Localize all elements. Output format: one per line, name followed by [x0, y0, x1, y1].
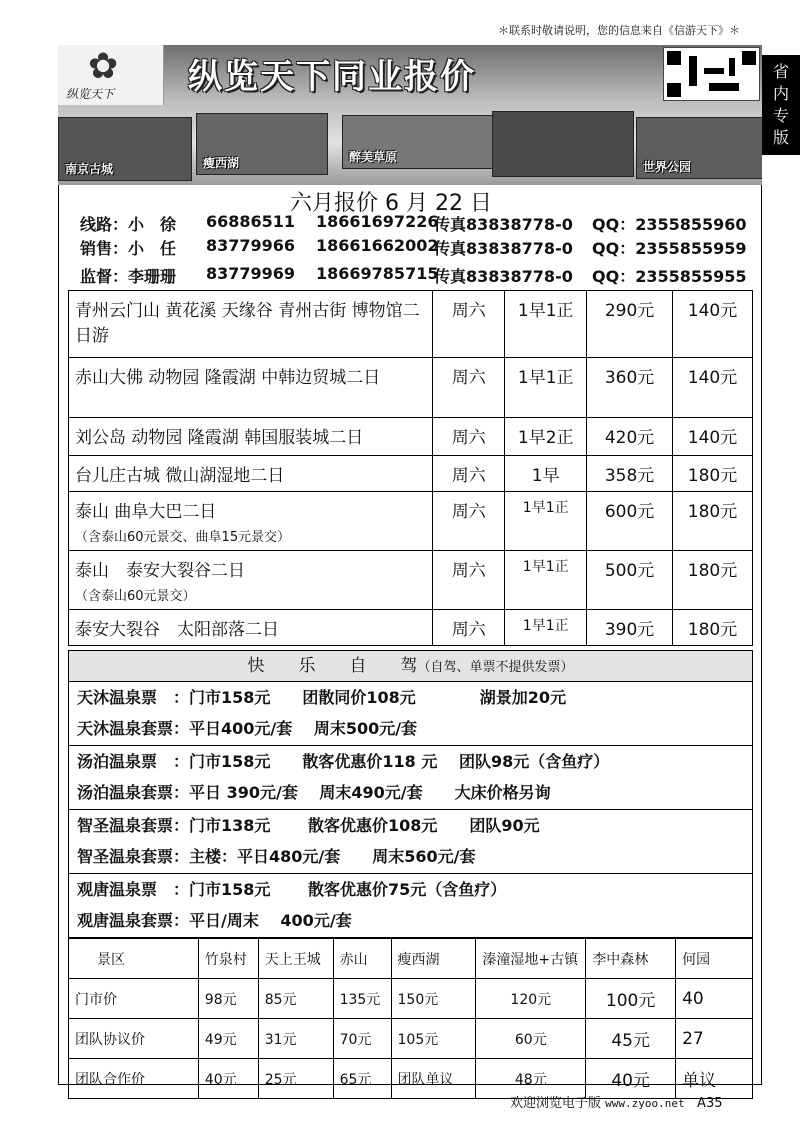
- table-header-row: 景区 竹泉村 天上王城 赤山 瘦西湖 溱潼湿地+古镇 李中森林 何园: [69, 939, 753, 979]
- spring-block-tangbo: 汤泊温泉票 ：门市158元 散客优惠价118 元 团队98元（含鱼疗） 汤泊温泉套票：平日 390元/套 周末490元/套 大床价格另询: [68, 746, 753, 810]
- footer: 欢迎浏览电子版 www.zyoo.net A35: [510, 1096, 723, 1111]
- spring-block-zhisheng: 智圣温泉套票：门市138元 散客优惠价108元 团队90元 智圣温泉套票：主楼：平日480元/套 周末560元/套: [68, 810, 753, 874]
- banner-title: 纵览天下同业报价: [188, 57, 476, 97]
- top-note: ＊联系时敬请说明，您的信息来自《信游天下》＊: [498, 24, 740, 37]
- self-drive-header: 快 乐 自 驾（自驾、单票不提供发票）: [68, 650, 753, 682]
- date-title: 六月报价 6 月 22 日: [290, 191, 492, 216]
- table-row: 泰山 曲阜大巴二日 （含泰山60元景交、曲阜15元景交） 周六 1早1正 600元 180元: [69, 492, 753, 551]
- photo-3: 醉美草原: [342, 115, 494, 169]
- banner: [58, 45, 762, 185]
- spring-block-tianmu: 天沐温泉票 ：门市158元 团散同价108元 湖景加20元 天沐温泉套票：平日400元/套 周末500元/套: [68, 682, 753, 746]
- logo: [58, 45, 164, 105]
- footer-url[interactable]: www.zyoo.net: [605, 1097, 685, 1110]
- photo-4: [492, 111, 634, 177]
- logo-text: 纵览天下: [66, 87, 115, 101]
- page-number: A35: [697, 1096, 723, 1111]
- spring-block-guantang: 观唐温泉票 ：门市158元 散客优惠价75元（含鱼疗） 观唐温泉套票：平日/周末 400元/套: [68, 874, 753, 938]
- tour-price-table: [68, 290, 753, 646]
- table-row: 台儿庄古城 微山湖湿地二日 周六 1早 358元 180元: [69, 456, 753, 492]
- scenic-spot-table: [68, 938, 753, 1099]
- table-row: 泰山 泰安大裂谷二日 （含泰山60元景交） 周六 1早1正 500元 180元: [69, 551, 753, 610]
- side-tag: 省 内 专 版: [762, 55, 800, 155]
- qr-code-icon: [663, 47, 760, 101]
- table-row: 团队合作价 40元 25元 65元 团队单议 48元 40元 单议: [69, 1059, 753, 1099]
- table-row: 赤山大佛 动物园 隆霞湖 中韩边贸城二日 周六 1早1正 360元 140元: [69, 358, 753, 418]
- photo-1: 南京古城: [58, 117, 192, 181]
- photo-2: 瘦西湖: [196, 113, 328, 175]
- table-row: 青州云门山 黄花溪 天缘谷 青州古街 博物馆二日游 周六 1早1正 290元 140元: [69, 291, 753, 358]
- table-row: 泰安大裂谷 太阳部落二日 周六 1早1正 390元 180元: [69, 610, 753, 646]
- table-row: 门市价 98元 85元 135元 150元 120元 100元 40: [69, 979, 753, 1019]
- table-row: 团队协议价 49元 31元 70元 105元 60元 45元 27: [69, 1019, 753, 1059]
- table-row: 刘公岛 动物园 隆霞湖 韩国服装城二日 周六 1早2正 420元 140元: [69, 418, 753, 456]
- flower-logo-icon: ✿: [88, 46, 119, 87]
- photo-5: 世界公园: [636, 117, 762, 179]
